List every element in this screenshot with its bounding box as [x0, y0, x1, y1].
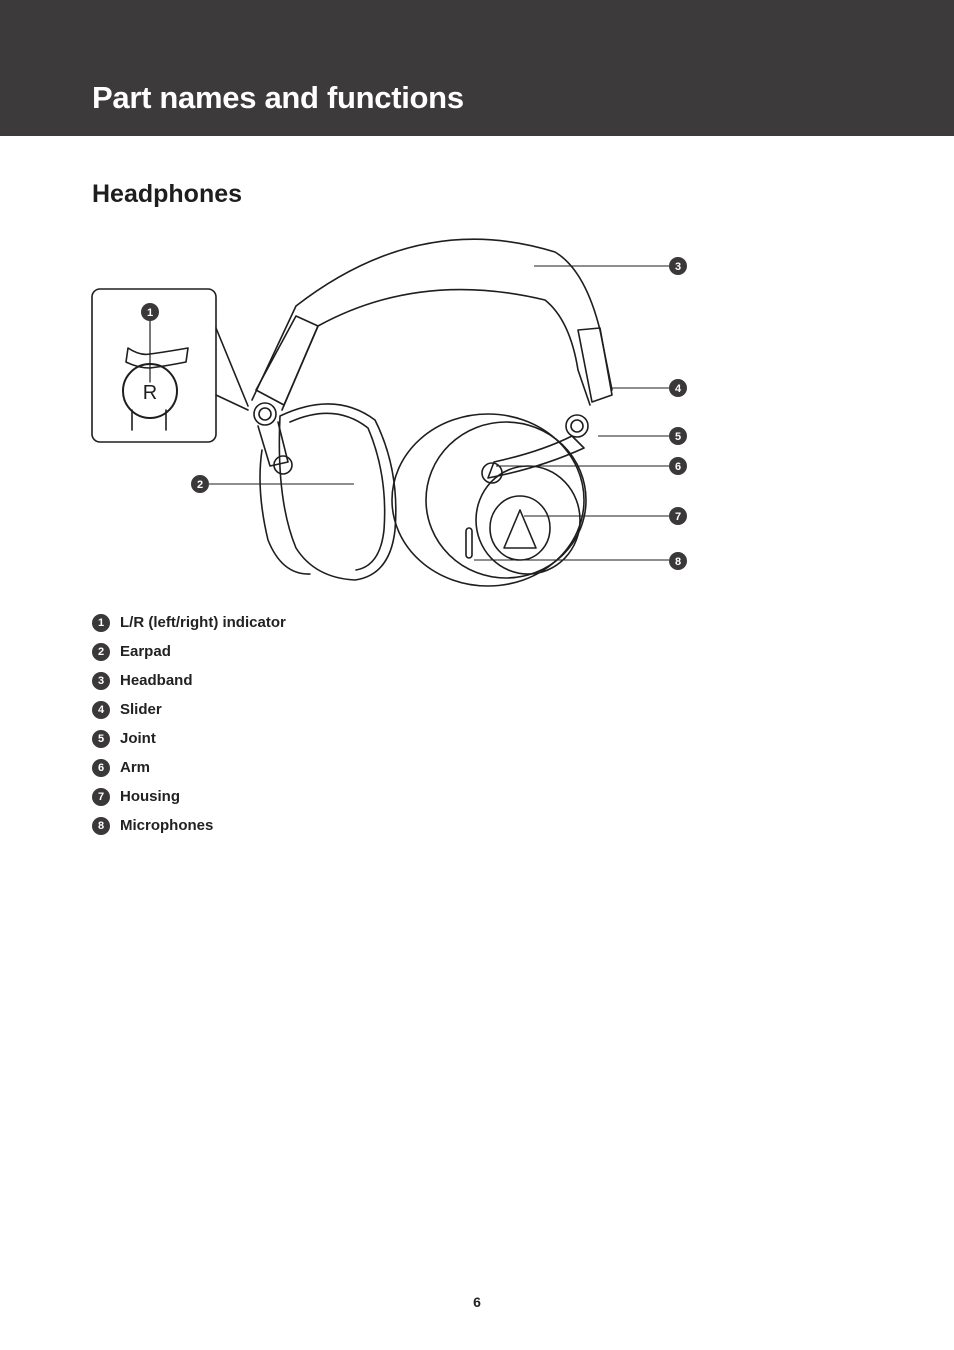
microphone-slot: [466, 528, 472, 558]
section-title: Headphones: [92, 180, 243, 208]
callout-6: [669, 457, 687, 475]
slider-left: [256, 316, 318, 405]
headband-inner: [282, 290, 590, 410]
number-badge: 7: [92, 788, 110, 806]
list-item: [92, 695, 286, 724]
svg-text:1: 1: [146, 307, 154, 319]
number-badge: 1: [92, 614, 110, 632]
header-bar: [0, 0, 954, 136]
number-badge: 3: [92, 672, 110, 690]
list-item: [92, 666, 286, 695]
callout-8: [669, 552, 687, 570]
svg-text:6: 6: [674, 461, 682, 473]
part-label: Joint: [120, 730, 156, 747]
page-title: Part names and functions: [92, 80, 464, 115]
svg-text:8: 8: [674, 556, 682, 568]
svg-text:3: 3: [674, 261, 682, 273]
list-item: [92, 782, 286, 811]
inset-connector-bottom: [216, 395, 248, 410]
part-label: Headband: [120, 672, 193, 689]
left-arm: [258, 422, 288, 466]
inset-connector-top: [216, 328, 248, 406]
callout-1: [141, 303, 159, 321]
svg-text:2: 2: [196, 479, 204, 491]
list-item: [92, 637, 286, 666]
number-badge: 8: [92, 817, 110, 835]
number-badge: 2: [92, 643, 110, 661]
callout-3: [669, 257, 687, 275]
part-label: Earpad: [120, 643, 171, 660]
headband-outer: [252, 239, 612, 400]
part-label: Arm: [120, 759, 151, 776]
list-item: [92, 724, 286, 753]
part-label: L/R (left/right) indicator: [120, 614, 286, 631]
svg-text:7: 7: [674, 511, 682, 523]
number-badge: 4: [92, 701, 110, 719]
svg-text:4: 4: [674, 383, 682, 395]
joint-left: [254, 403, 276, 425]
page-number: 6: [473, 1294, 481, 1310]
part-label: Housing: [120, 788, 180, 805]
callout-2: [191, 475, 209, 493]
number-badge: 6: [92, 759, 110, 777]
part-label: Microphones: [120, 817, 214, 834]
list-item: [92, 753, 286, 782]
slider-right: [578, 328, 612, 402]
headphones-diagram: [0, 230, 954, 600]
inset-r-letter: R: [142, 382, 158, 404]
svg-text:5: 5: [674, 431, 682, 443]
list-item: [92, 608, 286, 637]
callout-7: [669, 507, 687, 525]
joint-right: [566, 415, 588, 437]
list-item: [92, 811, 286, 840]
number-badge: 5: [92, 730, 110, 748]
callout-4: [669, 379, 687, 397]
callout-5: [669, 427, 687, 445]
parts-list: [92, 608, 286, 840]
part-label: Slider: [120, 701, 162, 718]
